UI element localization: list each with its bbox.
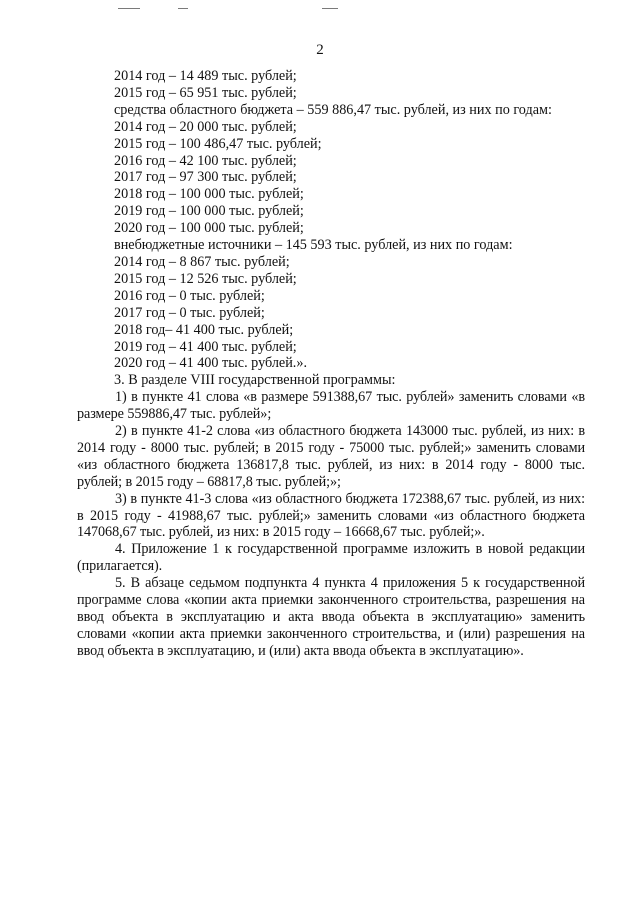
text-line: 2016 год – 0 тыс. рублей; <box>114 287 265 304</box>
paragraph-item-3: 3) в пункте 41-3 слова «из областного бюджета 172388,67 тыс. рублей, из них: в 2015 году - 41988,67 тыс. рублей;» заменить словами «из областного бюджета 147068,67 тыс. рублей, из них: в 2015 году – 16668,67 тыс. рублей;». <box>77 490 585 541</box>
paragraph-point-4: 4. Приложение 1 к государственной программе изложить в новой редакции (прилагается). <box>77 541 585 575</box>
text-line: 2020 год – 100 000 тыс. рублей; <box>114 220 304 237</box>
scan-artifact <box>322 8 338 9</box>
text-line: 2018 год – 100 000 тыс. рублей; <box>114 186 304 203</box>
text-line: 2017 год – 0 тыс. рублей; <box>114 304 265 321</box>
text-line: 2019 год – 41 400 тыс. рублей; <box>114 338 297 355</box>
text-line: 2015 год – 12 526 тыс. рублей; <box>114 270 297 287</box>
text-line: 2018 год– 41 400 тыс. рублей; <box>114 321 294 338</box>
text-line: 2019 год – 100 000 тыс. рублей; <box>114 203 304 220</box>
text-line: 2014 год – 20 000 тыс. рублей; <box>114 118 297 135</box>
paragraph-item-1: 1) в пункте 41 слова «в размере 591388,67 тыс. рублей» заменить словами «в размере 559886,47 тыс. рублей»; <box>77 389 585 423</box>
scan-artifact <box>118 8 140 9</box>
paragraph-point-5: 5. В абзаце седьмом подпункта 4 пункта 4 приложения 5 к государственной программе слова «копии акта приемки законченного строительства, разрешения на ввод объекта в эксплуатацию и акта ввода объекта в эксплуатацию» заменить словами «копии акта приемки законченного строительства, и (или) разрешения на ввод объекта в эксплуатацию, и (или) акта ввода объекта в эксплуатацию». <box>77 575 585 659</box>
text-line: 2015 год – 65 951 тыс. рублей; <box>114 84 297 101</box>
text-line: 2020 год – 41 400 тыс. рублей.». <box>114 355 307 372</box>
text-line: 2015 год – 100 486,47 тыс. рублей; <box>114 135 322 152</box>
scan-artifact <box>178 8 188 9</box>
text-line: 2014 год – 8 867 тыс. рублей; <box>114 253 290 270</box>
text-line: 2017 год – 97 300 тыс. рублей; <box>114 169 297 186</box>
text-line: 2016 год – 42 100 тыс. рублей; <box>114 152 297 169</box>
page-number: 2 <box>316 42 324 58</box>
section-heading: 3. В разделе VIII государственной программы: <box>114 372 396 389</box>
paragraph-item-2: 2) в пункте 41-2 слова «из областного бюджета 143000 тыс. рублей, из них: в 2014 году - 8000 тыс. рублей; в 2015 году - 75000 тыс. рублей;» заменить словами «из областного бюджета 136817,8 тыс. рублей, из них: в 2014 году - 8000 тыс. рублей; в 2015 году – 68817,8 тыс. рублей;»; <box>77 423 585 490</box>
text-line: средства областного бюджета – 559 886,47 тыс. рублей, из них по годам: <box>114 101 552 118</box>
document-body <box>77 68 585 660</box>
text-line: 2014 год – 14 489 тыс. рублей; <box>114 68 297 84</box>
text-line: внебюджетные источники – 145 593 тыс. рублей, из них по годам: <box>114 237 513 254</box>
